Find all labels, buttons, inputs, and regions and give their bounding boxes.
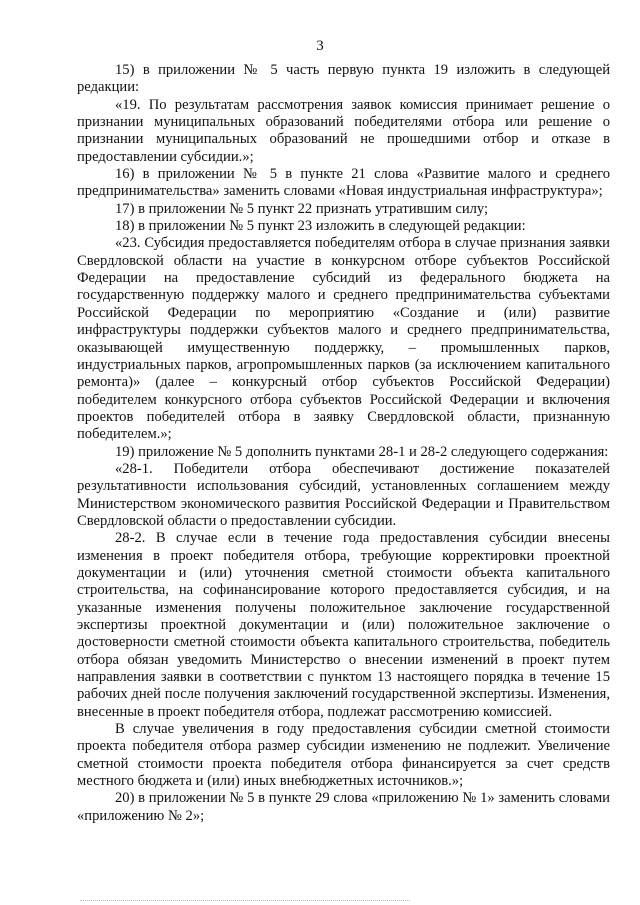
paragraph-quote-28-1: «28-1. Победители отбора обеспечивают достижение показателей результативности использования субсидий, установленных соглашением между Министерством экономического развития Российской Федерации и Правительством Свердловской области о предоставлении субсидии. <box>77 460 610 529</box>
paragraph-quote-19: «19. По результатам рассмотрения заявок комиссия принимает решение о признании муниципальных образований победителями отбора или решение о признании муниципальных образований не прошедшими отбор и отказе в предоставлении субсидии.»; <box>77 96 610 165</box>
paragraph-item-18: 18) в приложении № 5 пункт 23 изложить в следующей редакции: <box>115 218 526 235</box>
paragraph-item-20: 20) в приложении № 5 в пункте 29 слова «приложению № 1» заменить словами «приложению № 2»; <box>77 790 610 824</box>
paragraph-item-16: 16) в приложении № 5 в пункте 21 слова «Развитие малого и среднего предпринимательства» заменить словами «Новая индустриальная инфраструктура»; <box>77 166 610 200</box>
paragraph-quote-23: «23. Субсидия предоставляется победителям отбора в случае признания заявки Свердловской области на участие в конкурсном отборе субъектов Российской Федерации на предоставление субсидий из федерального бюджета на государственную поддержку малого и среднего предпринимательства субъектами Российской Федерации по мероприятию «Создание и (или) развитие инфраструктуры поддержки субъектов малого и среднего предпринимательства, оказывающей имущественную поддержку, – промышленных парков, индустриальных парков, агропромышленных парков (за исключением капитального ремонта)» (далее – конкурсный отбор субъектов Российской Федерации) победителем конкурсного отбора субъектов Российской Федерации и включения проектов победителей отбора в заявку Свердловской области, признанную победителем.»; <box>77 235 610 443</box>
paragraph-item-19: 19) приложение № 5 дополнить пунктами 28-1 и 28-2 следующего содержания: <box>115 443 609 460</box>
document-body <box>77 62 610 825</box>
paragraph-cost-increase: В случае увеличения в году предоставления субсидии сметной стоимости проекта победителя отбора размер субсидии изменению не подлежит. Увеличение сметной стоимости проекта победителя отбора финансируется за счет средств местного бюджета и (или) иных внебюджетных источников.»; <box>77 721 610 790</box>
page-number: 3 <box>316 38 324 54</box>
paragraph-item-15: 15) в приложении № 5 часть первую пункта 19 изложить в следующей редакции: <box>77 62 610 96</box>
scan-edge-line <box>80 900 410 901</box>
paragraph-quote-28-2: 28-2. В случае если в течение года предоставления субсидии внесены изменения в проект победителя отбора, требующие корректировки проектной документации и (или) уточнения сметной стоимости объекта капитального строительства, на софинансирование которого предоставляется субсидия, и на указанные изменения получены положительное заключение государственной экспертизы проектной документации и (или) положительное заключение о достоверности сметной стоимости объекта капитального строительства, победитель отбора обязан уведомить Министерство о внесении изменений в проект путем направления заявки в соответствии с пунктом 13 настоящего порядка в течение 15 рабочих дней после получения заключений государственной экспертизы. Изменения, внесенные в проект победителя отбора, подлежат рассмотрению комиссией. <box>77 530 610 720</box>
paragraph-item-17: 17) в приложении № 5 пункт 22 признать утратившим силу; <box>115 200 489 217</box>
